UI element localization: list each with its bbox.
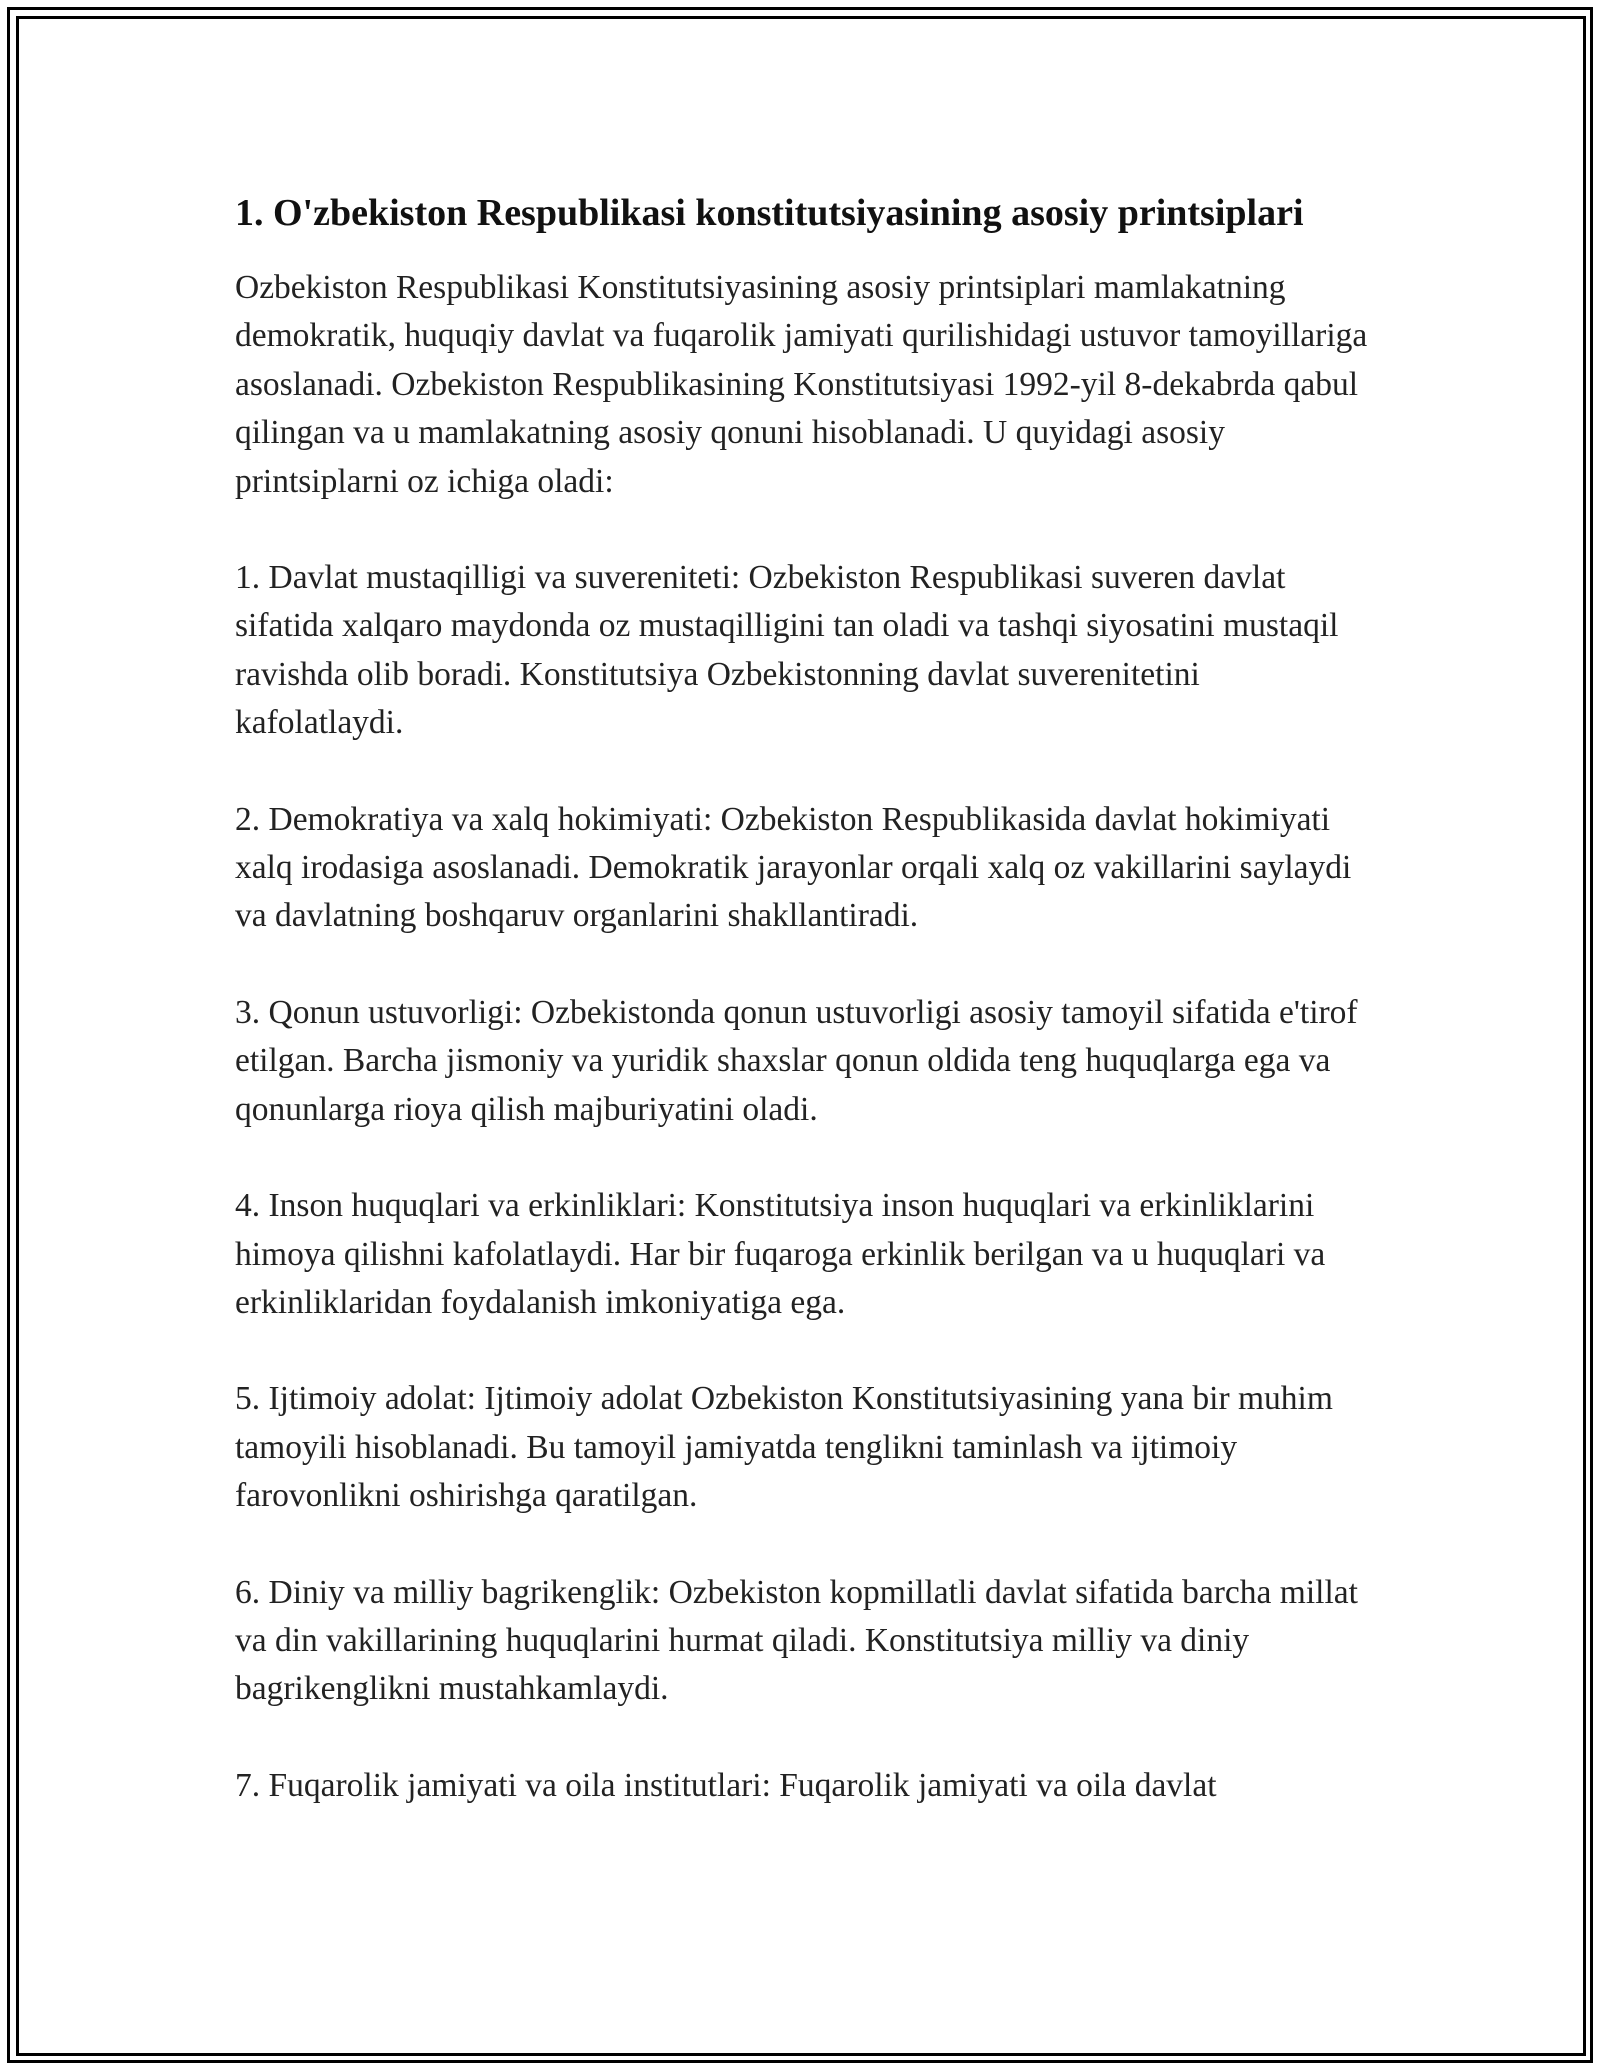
principle-2-paragraph: 2. Demokratiya va xalq hokimiyati: Ozbekiston Respublikasida davlat hokimiyati xalq irodasiga asoslanadi. Demokratik jarayonlar orqali xalq oz vakillarini saylaydi va davlatning boshqaruv organlarini shakllantiradi. (235, 800, 1352, 935)
principle-4-paragraph: 4. Inson huquqlari va erkinliklari: Konstitutsiya inson huquqlari va erkinliklarini himoya qilishni kafolatlaydi. Har bir fuqaroga erkinlik berilgan va u huquqlari va erkinliklaridan foydalanish imkoniyatiga ega. (235, 1187, 1326, 1321)
principle-1-paragraph: 1. Davlat mustaqilligi va suvereniteti: Ozbekiston Respublikasi suveren davlat sifatida xalqaro maydonda oz mustaqilligini tan oladi va tashqi siyosatini mustaqil ravishda olib boradi. Konstitutsiya Ozbekistonning davlat suverenitetini kafolatlaydi. (235, 559, 1339, 742)
principle-3-paragraph: 3. Qonun ustuvorligi: Ozbekistonda qonun ustuvorligi asosiy tamoyil sifatida e'tirof etilgan. Barcha jismoniy va yuridik shaxslar qonun oldida teng huquqlarga ega va qonunlarga rioya qilish majburiyatini oladi. (235, 993, 1358, 1128)
document-content (235, 186, 1375, 1858)
intro-paragraph: Ozbekiston Respublikasi Konstitutsiyasining asosiy printsiplari mamlakatning demokratik, huquqiy davlat va fuqarolik jamiyati qurilishidagi ustuvor tamoyillariga asoslanadi. Ozbekiston Respublikasining Konstitutsiyasi 1992-yil 8-dekabrda qabul qilingan va u mamlakatning asosiy qonuni hisoblanadi. U quyidagi asosiy printsiplarni oz ichiga oladi: (235, 269, 1368, 500)
document-title: 1. O'zbekiston Respublikasi konstitutsiyasining asosiy printsiplari (235, 192, 1304, 234)
principle-7-paragraph: 7. Fuqarolik jamiyati va oila institutlari: Fuqarolik jamiyati va oila davlat (235, 1766, 1217, 1804)
principle-6-paragraph: 6. Diniy va milliy bagrikenglik: Ozbekiston kopmillatli davlat sifatida barcha millat va din vakillarining huquqlarini hurmat qiladi. Konstitutsiya milliy va diniy bagrikenglikni mustahkamlaydi. (235, 1573, 1358, 1708)
document-body (235, 264, 1375, 1810)
principle-5-paragraph: 5. Ijtimoiy adolat: Ijtimoiy adolat Ozbekiston Konstitutsiyasining yana bir muhim tamoyili hisoblanadi. Bu tamoyil jamiyatda tenglikni taminlash va ijtimoiy farovonlikni oshirishga qaratilgan. (235, 1380, 1333, 1515)
